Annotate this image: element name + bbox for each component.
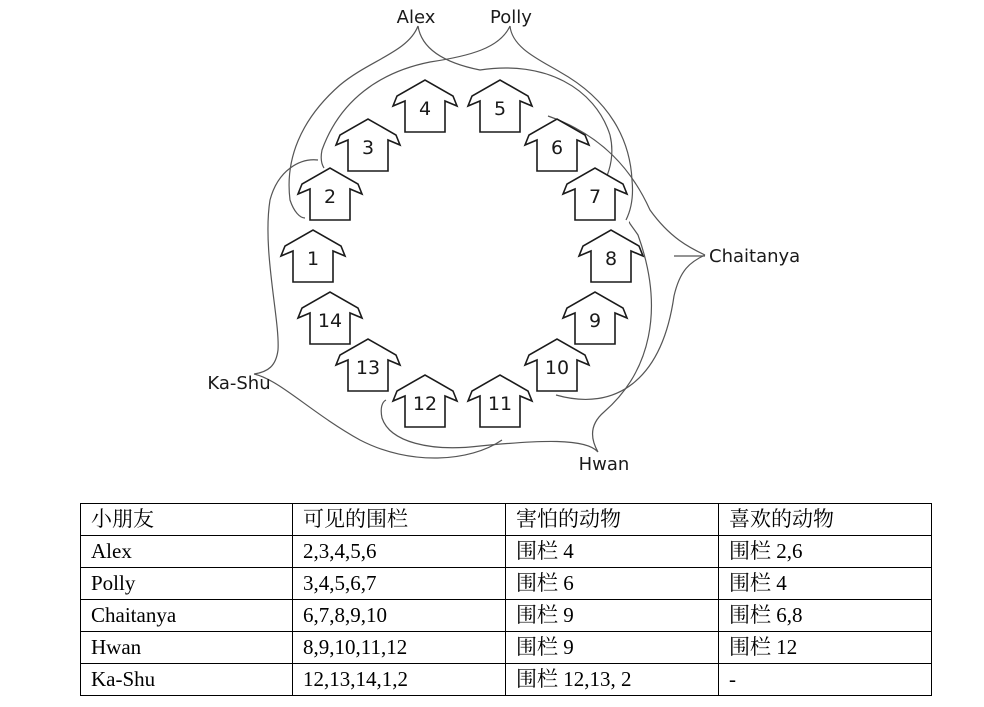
table-cell: 围栏 9 [506, 632, 719, 664]
observation-table-container [80, 503, 932, 696]
house-13 [336, 339, 400, 391]
table-row [81, 664, 932, 696]
house-2-number: 2 [323, 186, 337, 208]
table-cell: 围栏 4 [506, 536, 719, 568]
child-name-hwan: Hwan [578, 454, 630, 475]
table-cell: 12,13,14,1,2 [293, 664, 506, 696]
house-3 [336, 119, 400, 171]
table-cell: 围栏 12 [719, 632, 932, 664]
house-10 [525, 339, 589, 391]
table-header-row [81, 504, 932, 536]
table-cell: Alex [81, 536, 293, 568]
house-11 [468, 375, 532, 427]
house-1 [281, 230, 345, 282]
child-name-alex: Alex [396, 7, 436, 28]
table-cell: 围栏 6 [506, 568, 719, 600]
header-feared-animal: 害怕的动物 [506, 504, 719, 536]
table-cell: 围栏 2,6 [719, 536, 932, 568]
house-9 [563, 292, 627, 344]
house-6-number: 6 [550, 137, 564, 159]
table-cell: 2,3,4,5,6 [293, 536, 506, 568]
table-cell: 围栏 12,13, 2 [506, 664, 719, 696]
house-5 [468, 80, 532, 132]
house-1-number: 1 [306, 248, 320, 270]
observation-table [80, 503, 932, 696]
house-14-number: 14 [317, 310, 343, 332]
table-cell: Ka-Shu [81, 664, 293, 696]
table-cell: Hwan [81, 632, 293, 664]
house-5-number: 5 [493, 98, 507, 120]
house-4 [393, 80, 457, 132]
table-row [81, 600, 932, 632]
child-name-kashu: Ka-Shu [207, 373, 271, 394]
house-7 [563, 168, 627, 220]
house-4-number: 4 [418, 98, 432, 120]
table-cell: 3,4,5,6,7 [293, 568, 506, 600]
table-row [81, 632, 932, 664]
table-row [81, 536, 932, 568]
house-14 [298, 292, 362, 344]
header-child: 小朋友 [81, 504, 293, 536]
house-2 [298, 168, 362, 220]
house-3-number: 3 [361, 137, 375, 159]
table-cell: - [719, 664, 932, 696]
child-name-chaitanya: Chaitanya [709, 246, 801, 267]
table-cell: 6,7,8,9,10 [293, 600, 506, 632]
house-11-number: 11 [487, 393, 513, 415]
header-visible-enclosures: 可见的围栏 [293, 504, 506, 536]
house-6 [525, 119, 589, 171]
table-cell: Chaitanya [81, 600, 293, 632]
header-liked-animal: 喜欢的动物 [719, 504, 932, 536]
house-8-number: 8 [604, 248, 618, 270]
house-9-number: 9 [588, 310, 602, 332]
table-cell: Polly [81, 568, 293, 600]
house-7-number: 7 [588, 186, 602, 208]
house-13-number: 13 [355, 357, 381, 379]
house-12 [393, 375, 457, 427]
table-cell: 围栏 4 [719, 568, 932, 600]
child-name-polly: Polly [490, 7, 532, 28]
house-12-number: 12 [412, 393, 438, 415]
house-10-number: 10 [544, 357, 570, 379]
table-row [81, 568, 932, 600]
house-8 [579, 230, 643, 282]
table-cell: 8,9,10,11,12 [293, 632, 506, 664]
table-cell: 围栏 6,8 [719, 600, 932, 632]
table-cell: 围栏 9 [506, 600, 719, 632]
